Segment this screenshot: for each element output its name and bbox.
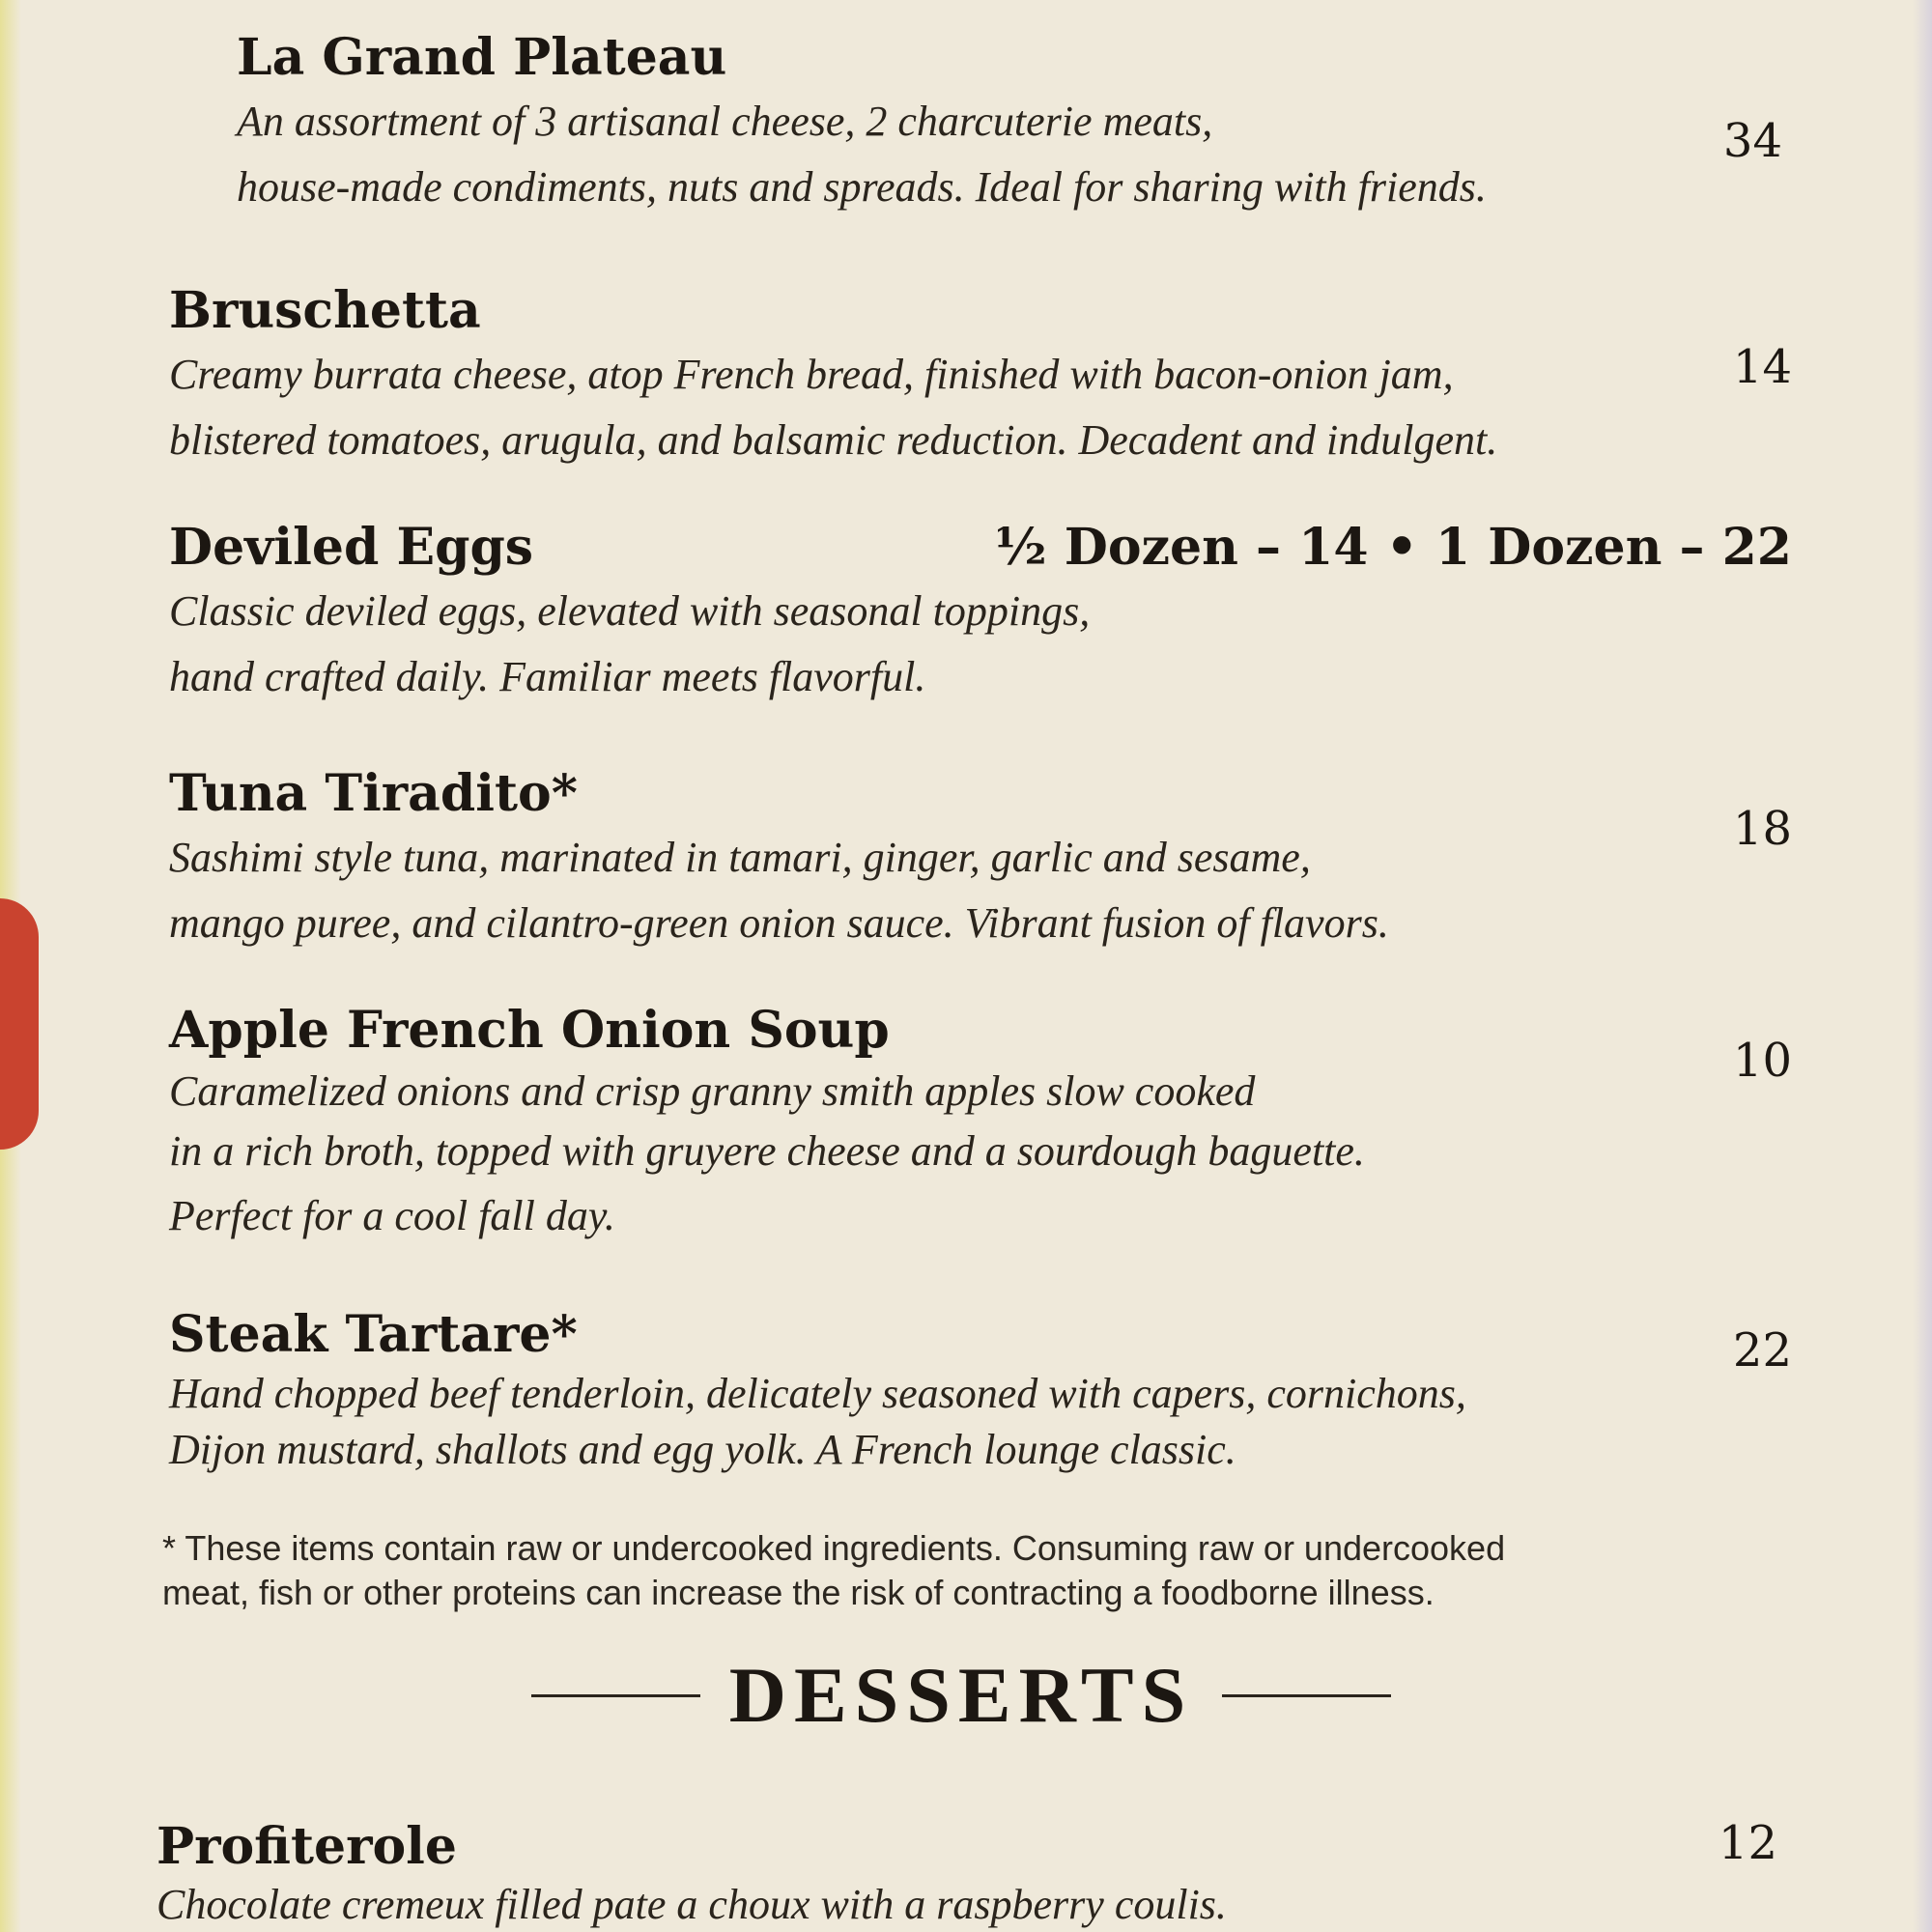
item-description-line: Creamy burrata cheese, atop French bread, finished with bacon-onion jam,: [169, 351, 1454, 398]
item-name: La Grand Plateau: [237, 28, 727, 87]
item-name: Apple French Onion Soup: [169, 1001, 890, 1060]
item-price: 18: [1732, 802, 1792, 856]
desserts-title: DESSERTS: [728, 1651, 1194, 1739]
item-name: Steak Tartare*: [169, 1305, 578, 1364]
item-name: Deviled Eggs: [169, 518, 534, 577]
item-description-line: Classic deviled eggs, elevated with seasonal toppings,: [169, 587, 1091, 635]
menu-item-apple-french-onion-soup: [169, 1000, 1792, 1251]
menu-item-bruschetta: [169, 280, 1792, 473]
menu-item-profiterole: [156, 1816, 1777, 1932]
item-description-line: Caramelized onions and crisp granny smith apples slow cooked: [169, 1067, 1256, 1115]
item-description-line: hand crafted daily. Familiar meets flavorful.: [169, 653, 926, 700]
menu-item-deviled-eggs: [169, 517, 1792, 710]
item-description-line: Dijon mustard, shallots and egg yolk. A French lounge classic.: [169, 1426, 1236, 1473]
item-description-line: Perfect for a cool fall day.: [169, 1192, 615, 1239]
menu-item-steak-tartare: [169, 1304, 1792, 1478]
item-price: ½ Dozen – 14 • 1 Dozen – 22: [994, 518, 1792, 577]
item-description-line: Hand chopped beef tenderloin, delicately seasoned with capers, cornichons,: [169, 1370, 1466, 1417]
heading-rule-right: [1222, 1694, 1391, 1697]
footnote-line: meat, fish or other proteins can increase the risk of contracting a foodborne illness.: [162, 1573, 1435, 1612]
menu-item-la-grand-plateau: [237, 27, 1782, 220]
item-description-line: An assortment of 3 artisanal cheese, 2 charcuterie meats,: [237, 98, 1213, 145]
item-description-line: Chocolate cremeux filled pate a choux with a raspberry coulis.: [156, 1881, 1227, 1928]
item-price: 14: [1732, 340, 1792, 394]
footnote-line: * These items contain raw or undercooked ingredients. Consuming raw or undercooked: [162, 1528, 1506, 1568]
item-name: Bruschetta: [169, 281, 481, 340]
item-price: 22: [1732, 1323, 1792, 1378]
item-description-line: mango puree, and cilantro-green onion sauce. Vibrant fusion of flavors.: [169, 899, 1389, 947]
menu-item-tuna-tiradito: [169, 763, 1792, 956]
heading-rule-left: [531, 1694, 700, 1697]
item-price: 12: [1718, 1816, 1777, 1870]
item-name: Profiterole: [156, 1817, 458, 1876]
item-description-line: in a rich broth, topped with gruyere cheese and a sourdough baguette.: [169, 1127, 1365, 1175]
desserts-heading: [531, 1647, 1391, 1744]
item-description-line: Sashimi style tuna, marinated in tamari, ginger, garlic and sesame,: [169, 834, 1311, 881]
item-price: 10: [1732, 1034, 1792, 1088]
item-description-line: house-made condiments, nuts and spreads. Ideal for sharing with friends.: [237, 163, 1487, 211]
item-description-line: blistered tomatoes, arugula, and balsamic reduction. Decadent and indulgent.: [169, 416, 1498, 464]
raw-food-footnote: [162, 1526, 1669, 1615]
item-name: Tuna Tiradito*: [169, 764, 578, 823]
item-price: 34: [1722, 114, 1782, 168]
